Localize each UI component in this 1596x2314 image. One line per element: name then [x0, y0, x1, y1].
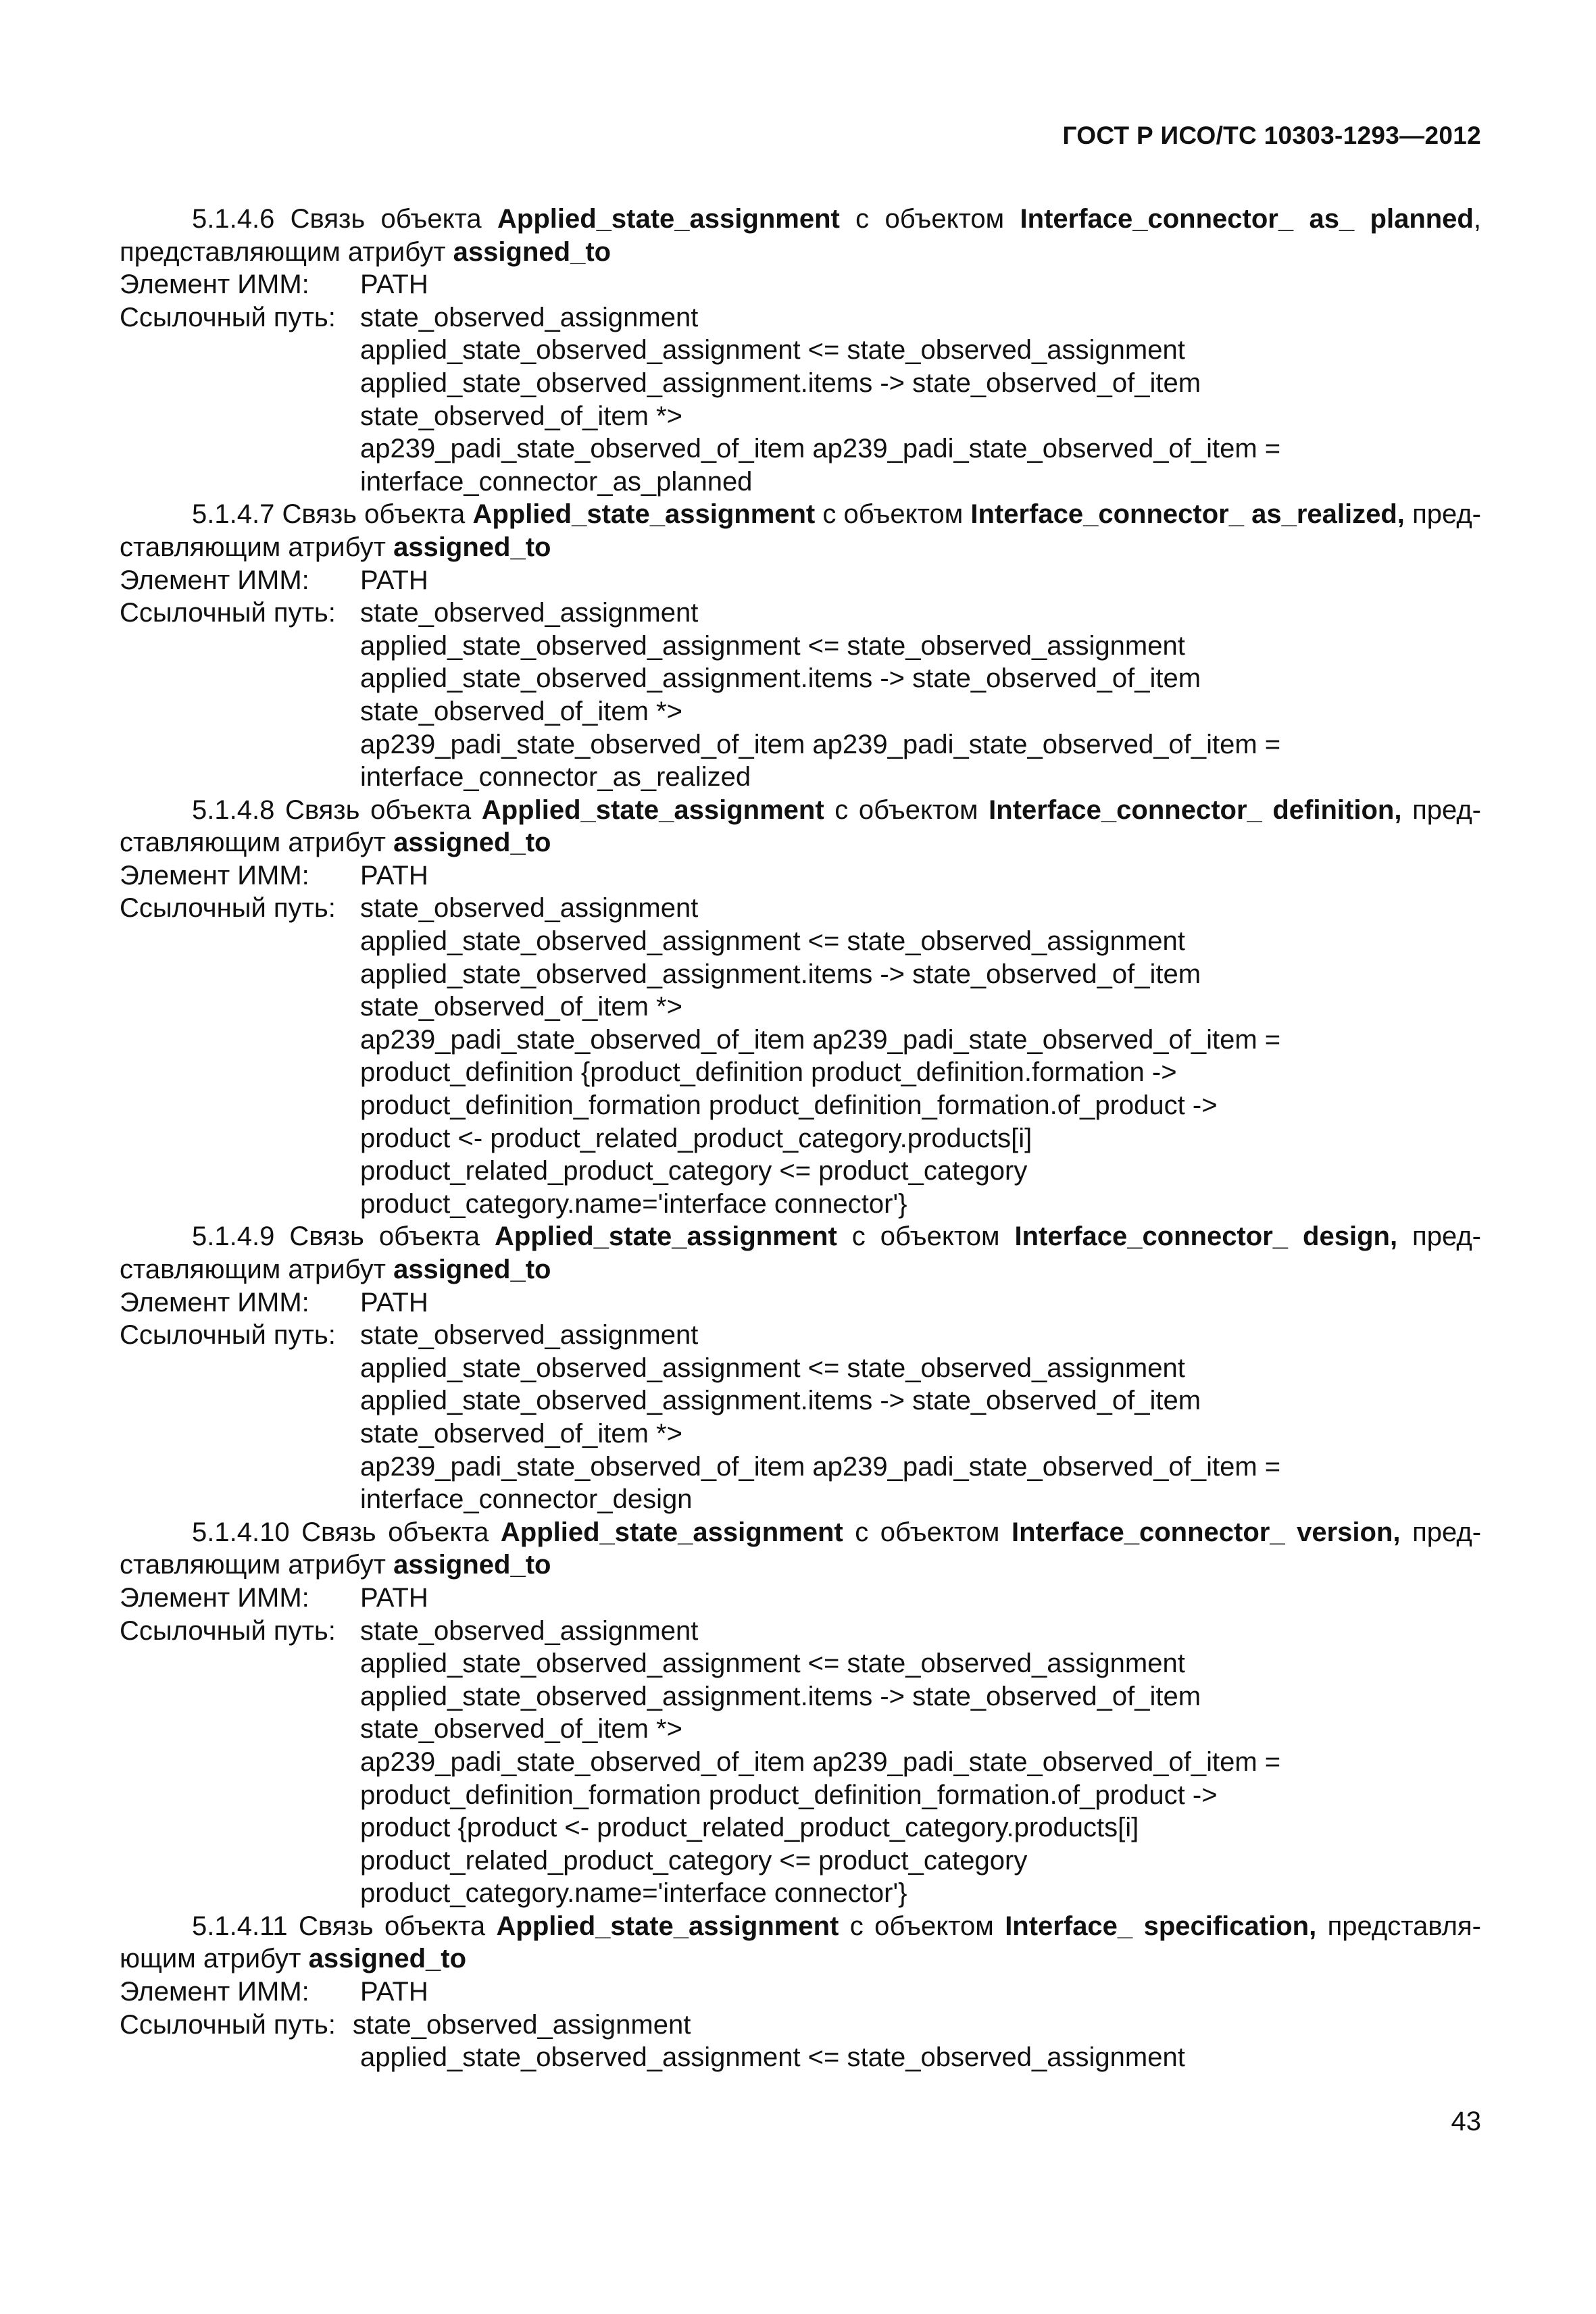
element-row	[120, 268, 1481, 301]
path-line: applied_state_observed_assignment <= state_observed_assignment	[360, 335, 1185, 366]
bold-term: assigned_to	[393, 1550, 551, 1580]
text-run: с объектом	[843, 1517, 1012, 1547]
path-line: applied_state_observed_assignment <= state_observed_assignment	[360, 1353, 1185, 1383]
element-label: Элемент ИММ:	[120, 1582, 309, 1613]
path-line: applied_state_observed_assignment.items -> state_observed_of_item	[360, 663, 1201, 694]
section-heading-line	[120, 1516, 1481, 1549]
path-line: state_observed_of_item *>	[360, 992, 682, 1022]
path-first-line: state_observed_assignment	[360, 598, 699, 628]
section-5	[120, 1910, 1481, 2074]
text-run: ющим атрибут	[120, 1944, 309, 1974]
text-run: с объектом	[837, 1222, 1015, 1252]
bold-term: Interface_ specification,	[1005, 1911, 1317, 1941]
path-line: ap239_padi_state_observed_of_item ap239_padi_state_observed_of_item =	[360, 434, 1281, 464]
section-heading-line	[120, 1910, 1481, 1943]
path-line: applied_state_observed_assignment.items -> state_observed_of_item	[360, 959, 1201, 989]
text-run: ,	[1473, 204, 1481, 234]
section-heading-continuation	[120, 826, 1481, 859]
path-line: applied_state_observed_assignment <= state_observed_assignment	[360, 2042, 1185, 2073]
bold-term: Applied_state_assignment	[496, 1911, 839, 1941]
path-line: state_observed_of_item *>	[360, 696, 682, 726]
path-label: Ссылочный путь:	[120, 2009, 336, 2040]
bold-term: Applied_state_assignment	[494, 1222, 837, 1252]
element-value: PATH	[360, 1977, 428, 2007]
path-line: state_observed_of_item *>	[360, 401, 682, 431]
path-label: Ссылочный путь:	[120, 302, 336, 332]
document-header: ГОСТ Р ИСО/ТС 10303-1293—2012	[1062, 122, 1481, 149]
path-row	[120, 1319, 1481, 1352]
path-label: Ссылочный путь:	[120, 893, 336, 924]
path-line: ap239_padi_state_observed_of_item ap239_padi_state_observed_of_item =	[360, 1451, 1281, 1482]
section-heading-line	[120, 498, 1481, 531]
element-value: PATH	[360, 860, 428, 890]
path-line: product_definition_formation product_definition_formation.of_product ->	[360, 1780, 1218, 1810]
element-label: Элемент ИММ:	[120, 565, 309, 595]
section-heading-continuation	[120, 236, 1481, 269]
text-run: пред-	[1397, 1222, 1481, 1252]
section-heading-line	[120, 794, 1481, 827]
path-line: ap239_padi_state_observed_of_item ap239_padi_state_observed_of_item =	[360, 1746, 1281, 1777]
path-line: product_category.name='interface connector'}	[360, 1188, 907, 1219]
bold-term: Interface_connector_ as_ planned	[1020, 204, 1474, 234]
path-line: interface_connector_design	[360, 1484, 693, 1515]
path-line: product_definition_formation product_definition_formation.of_product ->	[360, 1090, 1218, 1121]
element-row	[120, 1286, 1481, 1319]
bold-term: assigned_to	[308, 1944, 467, 1974]
element-row	[120, 859, 1481, 892]
element-label: Элемент ИММ:	[120, 1977, 309, 2007]
text-run: 5.1.4.6 Связь объекта	[192, 204, 498, 234]
element-label: Элемент ИММ:	[120, 860, 309, 890]
path-line: interface_connector_as_planned	[360, 466, 753, 497]
text-run: с объектом	[839, 204, 1020, 234]
bold-term: Applied_state_assignment	[500, 1517, 843, 1547]
bold-term: assigned_to	[393, 532, 551, 562]
text-run: 5.1.4.10 Связь объекта	[192, 1517, 501, 1547]
element-value: PATH	[360, 1582, 428, 1613]
path-line: ap239_padi_state_observed_of_item ap239_padi_state_observed_of_item =	[360, 1024, 1281, 1055]
path-label: Ссылочный путь:	[120, 598, 336, 628]
path-label: Ссылочный путь:	[120, 1615, 336, 1646]
element-value: PATH	[360, 1287, 428, 1317]
bold-term: assigned_to	[393, 1255, 551, 1284]
text-run: ставляющим атрибут	[120, 828, 394, 858]
path-row	[120, 597, 1481, 630]
text-run: пред-	[1404, 499, 1482, 530]
section-heading-continuation	[120, 1942, 1481, 1976]
path-line: product <- product_related_product_category.products[i]	[360, 1123, 1032, 1153]
bold-term: assigned_to	[453, 236, 612, 267]
element-row	[120, 1976, 1481, 2009]
document-body	[120, 203, 1481, 2074]
element-row	[120, 1582, 1481, 1615]
text-run: с объектом	[824, 795, 989, 825]
path-line: applied_state_observed_assignment <= state_observed_assignment	[360, 926, 1185, 957]
path-line: state_observed_of_item *>	[360, 1418, 682, 1449]
section-heading-continuation	[120, 531, 1481, 564]
bold-term: Interface_connector_ version,	[1011, 1517, 1401, 1547]
path-line: applied_state_observed_assignment.items -> state_observed_of_item	[360, 1386, 1201, 1416]
text-run: с объектом	[839, 1911, 1005, 1941]
text-run: представля-	[1316, 1911, 1481, 1941]
bold-term: Interface_connector_ as_realized,	[970, 499, 1405, 530]
text-run: 5.1.4.7 Связь объекта	[192, 499, 473, 530]
text-run: 5.1.4.8 Связь объекта	[192, 795, 482, 825]
text-run: представляющим атрибут	[120, 236, 453, 267]
path-row	[120, 2009, 1481, 2042]
page-number: 43	[1451, 2107, 1481, 2136]
bold-term: Applied_state_assignment	[497, 204, 840, 234]
section-1	[120, 498, 1481, 793]
text-run: 5.1.4.9 Связь объекта	[192, 1222, 495, 1252]
section-heading-continuation	[120, 1253, 1481, 1286]
path-line: interface_connector_as_realized	[360, 762, 751, 793]
element-value: PATH	[360, 270, 428, 300]
path-line: product_related_product_category <= product_category	[360, 1845, 1028, 1876]
path-line: product {product <- product_related_product_category.products[i]	[360, 1813, 1139, 1843]
element-row	[120, 564, 1481, 597]
path-line: applied_state_observed_assignment <= state_observed_assignment	[360, 630, 1185, 661]
path-first-line: state_observed_assignment	[360, 1615, 699, 1646]
bold-term: assigned_to	[393, 828, 551, 858]
text-run: 5.1.4.11 Связь объекта	[192, 1911, 497, 1941]
text-run: пред-	[1401, 795, 1482, 825]
path-line: applied_state_observed_assignment.items -> state_observed_of_item	[360, 368, 1201, 398]
text-run: пред-	[1400, 1517, 1482, 1547]
section-heading-line	[120, 1220, 1481, 1253]
path-row	[120, 301, 1481, 334]
path-line: state_observed_of_item *>	[360, 1714, 682, 1744]
path-first-line: state_observed_assignment	[353, 2009, 691, 2040]
path-line: applied_state_observed_assignment <= state_observed_assignment	[360, 1649, 1185, 1679]
text-run: ставляющим атрибут	[120, 532, 394, 562]
section-heading-line	[120, 203, 1481, 236]
section-heading-continuation	[120, 1549, 1481, 1582]
path-line: product_related_product_category <= product_category	[360, 1156, 1028, 1186]
path-row	[120, 892, 1481, 925]
path-first-line: state_observed_assignment	[360, 302, 699, 332]
path-row	[120, 1615, 1481, 1648]
bold-term: Applied_state_assignment	[481, 795, 824, 825]
text-run: ставляющим атрибут	[120, 1255, 394, 1284]
section-4	[120, 1516, 1481, 1910]
path-line: product_definition {product_definition product_definition.formation ->	[360, 1057, 1177, 1088]
path-line: ap239_padi_state_observed_of_item ap239_padi_state_observed_of_item =	[360, 729, 1281, 759]
bold-term: Applied_state_assignment	[472, 499, 816, 530]
section-3	[120, 1220, 1481, 1515]
path-line: applied_state_observed_assignment.items -> state_observed_of_item	[360, 1681, 1201, 1711]
section-2	[120, 794, 1481, 1221]
path-first-line: state_observed_assignment	[360, 1320, 699, 1351]
path-first-line: state_observed_assignment	[360, 893, 699, 924]
element-label: Элемент ИММ:	[120, 1287, 309, 1317]
text-run: ставляющим атрибут	[120, 1550, 394, 1580]
element-label: Элемент ИММ:	[120, 270, 309, 300]
section-0	[120, 203, 1481, 498]
path-line: product_category.name='interface connector'}	[360, 1878, 907, 1909]
path-label: Ссылочный путь:	[120, 1320, 336, 1351]
text-run: с объектом	[815, 499, 971, 530]
element-value: PATH	[360, 565, 428, 595]
bold-term: Interface_connector_ definition,	[989, 795, 1402, 825]
bold-term: Interface_connector_ design,	[1014, 1222, 1398, 1252]
